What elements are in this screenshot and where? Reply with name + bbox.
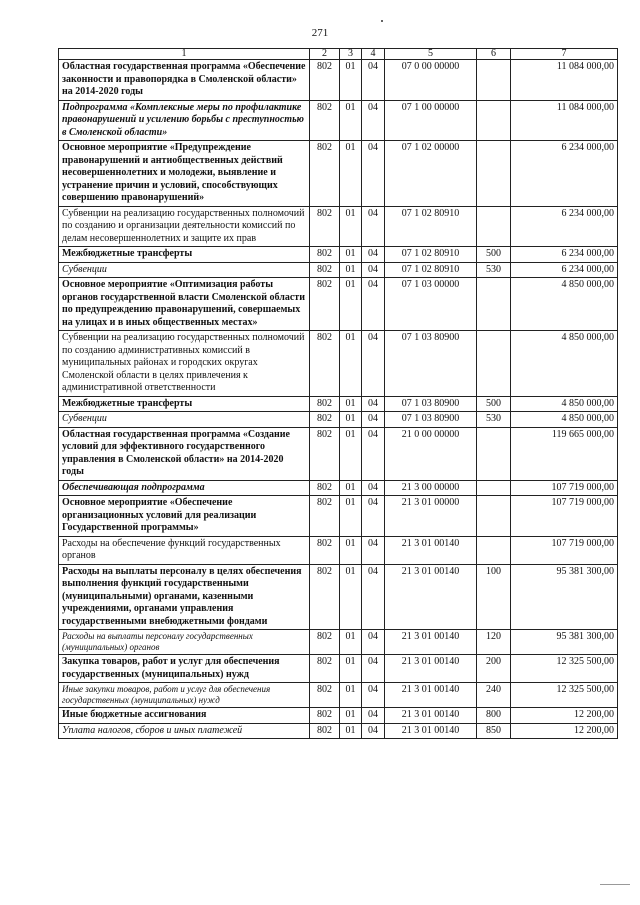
cell-code-3: 01 xyxy=(340,655,362,683)
cell-code-3: 01 xyxy=(340,60,362,101)
cell-code-3: 01 xyxy=(340,708,362,724)
cell-code-4: 04 xyxy=(362,247,385,263)
row-name: Областная государственная программа «Обеспечение законности и правопорядка в Смоленской области» на 2014-2020 годы xyxy=(59,60,310,101)
table-row xyxy=(59,427,618,480)
cell-code-4: 04 xyxy=(362,683,385,708)
cell-code-4: 04 xyxy=(362,564,385,630)
cell-code-3: 01 xyxy=(340,723,362,739)
row-name: Подпрограмма «Комплексные меры по профилактике правонарушений и усилению борьбы с преступностью в Смоленской области» xyxy=(59,100,310,141)
cell-code-5: 07 1 02 80910 xyxy=(385,247,477,263)
cell-code-4: 04 xyxy=(362,206,385,247)
cell-code-6 xyxy=(477,60,511,101)
cell-code-2: 802 xyxy=(310,247,340,263)
table-header-row xyxy=(59,49,618,60)
cell-code-5: 07 0 00 00000 xyxy=(385,60,477,101)
cell-amount: 12 325 500,00 xyxy=(511,655,618,683)
cell-amount: 6 234 000,00 xyxy=(511,206,618,247)
row-name: Межбюджетные трансферты xyxy=(59,247,310,263)
row-name: Областная государственная программа «Создание условий для эффективного государственного управления в Смоленской области» на 2014-2020 годы xyxy=(59,427,310,480)
table-row xyxy=(59,496,618,537)
cell-code-5: 07 1 03 00000 xyxy=(385,278,477,331)
cell-code-6: 800 xyxy=(477,708,511,724)
cell-code-3: 01 xyxy=(340,141,362,207)
cell-code-3: 01 xyxy=(340,480,362,496)
cell-code-6 xyxy=(477,331,511,397)
cell-code-6: 530 xyxy=(477,412,511,428)
row-name: Субвенции на реализацию государственных полномочий по созданию и организации деятельности комиссий по делам несовершеннолетних и защите их прав xyxy=(59,206,310,247)
row-name: Основное мероприятие «Предупреждение правонарушений и антиобщественных действий несовершеннолетних и молодежи, выявление и устранение причин и условий, способствующих совершению правонарушений» xyxy=(59,141,310,207)
cell-amount: 11 084 000,00 xyxy=(511,100,618,141)
row-name: Субвенции на реализацию государственных полномочий по созданию административных комиссий в муниципальных районах и городских округах Смоленской области в целях привлечения к административной ответственности xyxy=(59,331,310,397)
cell-code-6: 500 xyxy=(477,396,511,412)
cell-amount: 4 850 000,00 xyxy=(511,396,618,412)
row-name: Основное мероприятие «Обеспечение организационных условий для реализации Государственной программы» xyxy=(59,496,310,537)
column-header: 1 xyxy=(59,49,310,60)
cell-code-2: 802 xyxy=(310,480,340,496)
cell-code-3: 01 xyxy=(340,396,362,412)
cell-code-4: 04 xyxy=(362,100,385,141)
cell-code-6: 240 xyxy=(477,683,511,708)
column-header: 6 xyxy=(477,49,511,60)
cell-code-5: 21 3 01 00140 xyxy=(385,683,477,708)
cell-code-4: 04 xyxy=(362,412,385,428)
cell-code-2: 802 xyxy=(310,564,340,630)
cell-code-6: 200 xyxy=(477,655,511,683)
cell-code-4: 04 xyxy=(362,655,385,683)
row-name: Закупка товаров, работ и услуг для обеспечения государственных (муниципальных) нужд xyxy=(59,655,310,683)
table-row xyxy=(59,331,618,397)
column-header: 4 xyxy=(362,49,385,60)
cell-code-5: 07 1 03 80900 xyxy=(385,331,477,397)
cell-amount: 107 719 000,00 xyxy=(511,496,618,537)
cell-code-3: 01 xyxy=(340,412,362,428)
cell-code-3: 01 xyxy=(340,247,362,263)
cell-code-6 xyxy=(477,141,511,207)
cell-code-4: 04 xyxy=(362,427,385,480)
column-header: 2 xyxy=(310,49,340,60)
row-name: Расходы на обеспечение функций государственных органов xyxy=(59,536,310,564)
table-row xyxy=(59,564,618,630)
cell-code-5: 07 1 03 80900 xyxy=(385,412,477,428)
column-header: 5 xyxy=(385,49,477,60)
cell-code-4: 04 xyxy=(362,630,385,655)
cell-amount: 12 325 500,00 xyxy=(511,683,618,708)
table-row xyxy=(59,100,618,141)
row-name: Уплата налогов, сборов и иных платежей xyxy=(59,723,310,739)
cell-code-4: 04 xyxy=(362,141,385,207)
row-name: Иные закупки товаров, работ и услуг для обеспечения государственных (муниципальных) нужд xyxy=(59,683,310,708)
cell-code-3: 01 xyxy=(340,206,362,247)
row-name: Расходы на выплаты персоналу государственных (муниципальных) органов xyxy=(59,630,310,655)
cell-code-5: 21 3 00 00000 xyxy=(385,480,477,496)
row-name: Иные бюджетные ассигнования xyxy=(59,708,310,724)
cell-code-6 xyxy=(477,278,511,331)
cell-code-3: 01 xyxy=(340,427,362,480)
cell-code-5: 21 3 01 00140 xyxy=(385,655,477,683)
table-row xyxy=(59,278,618,331)
table-row xyxy=(59,262,618,278)
column-header: 7 xyxy=(511,49,618,60)
row-name: Основное мероприятие «Оптимизация работы органов государственной власти Смоленской области по предупреждению правонарушений, совершаемых на улицах и в иных общественных местах» xyxy=(59,278,310,331)
cell-code-4: 04 xyxy=(362,396,385,412)
column-header: 3 xyxy=(340,49,362,60)
cell-code-3: 01 xyxy=(340,262,362,278)
table-row xyxy=(59,536,618,564)
cell-code-2: 802 xyxy=(310,683,340,708)
cell-code-3: 01 xyxy=(340,564,362,630)
cell-code-5: 07 1 03 80900 xyxy=(385,396,477,412)
cell-code-2: 802 xyxy=(310,412,340,428)
cell-amount: 12 200,00 xyxy=(511,708,618,724)
cell-amount: 107 719 000,00 xyxy=(511,536,618,564)
cell-code-3: 01 xyxy=(340,496,362,537)
table-row xyxy=(59,60,618,101)
cell-amount: 6 234 000,00 xyxy=(511,247,618,263)
cell-code-6: 500 xyxy=(477,247,511,263)
cell-code-6 xyxy=(477,496,511,537)
cell-code-4: 04 xyxy=(362,480,385,496)
cell-amount: 4 850 000,00 xyxy=(511,412,618,428)
cell-code-2: 802 xyxy=(310,496,340,537)
cell-code-2: 802 xyxy=(310,427,340,480)
cell-code-5: 07 1 02 00000 xyxy=(385,141,477,207)
cell-code-6: 850 xyxy=(477,723,511,739)
cell-code-5: 21 3 01 00140 xyxy=(385,630,477,655)
cell-amount: 4 850 000,00 xyxy=(511,278,618,331)
cell-code-2: 802 xyxy=(310,262,340,278)
cell-code-3: 01 xyxy=(340,100,362,141)
cell-code-4: 04 xyxy=(362,60,385,101)
cell-code-3: 01 xyxy=(340,331,362,397)
scan-dot xyxy=(381,20,383,22)
cell-code-5: 21 3 01 00140 xyxy=(385,564,477,630)
table-row xyxy=(59,412,618,428)
table-row xyxy=(59,630,618,655)
cell-code-4: 04 xyxy=(362,278,385,331)
row-name: Субвенции xyxy=(59,412,310,428)
cell-amount: 95 381 300,00 xyxy=(511,564,618,630)
table-row xyxy=(59,708,618,724)
table-row xyxy=(59,396,618,412)
cell-code-5: 21 0 00 00000 xyxy=(385,427,477,480)
table-row xyxy=(59,206,618,247)
table-row xyxy=(59,683,618,708)
cell-code-5: 07 1 02 80910 xyxy=(385,262,477,278)
cell-amount: 6 234 000,00 xyxy=(511,141,618,207)
cell-code-5: 07 1 02 80910 xyxy=(385,206,477,247)
table-row xyxy=(59,655,618,683)
row-name: Обеспечивающая подпрограмма xyxy=(59,480,310,496)
cell-code-2: 802 xyxy=(310,536,340,564)
row-name: Субвенции xyxy=(59,262,310,278)
cell-code-4: 04 xyxy=(362,723,385,739)
cell-code-4: 04 xyxy=(362,496,385,537)
cell-code-5: 07 1 00 00000 xyxy=(385,100,477,141)
cell-amount: 95 381 300,00 xyxy=(511,630,618,655)
table-body xyxy=(59,60,618,739)
cell-code-3: 01 xyxy=(340,683,362,708)
cell-code-3: 01 xyxy=(340,630,362,655)
table-row xyxy=(59,480,618,496)
cell-code-2: 802 xyxy=(310,708,340,724)
cell-code-2: 802 xyxy=(310,141,340,207)
cell-code-2: 802 xyxy=(310,331,340,397)
cell-code-5: 21 3 01 00000 xyxy=(385,496,477,537)
cell-code-4: 04 xyxy=(362,536,385,564)
cell-code-6 xyxy=(477,206,511,247)
row-name: Расходы на выплаты персоналу в целях обеспечения выполнения функций государственными (муниципальными) органами, казенными учреждениями, органами управления государственными внебюджетными фондами xyxy=(59,564,310,630)
cell-code-5: 21 3 01 00140 xyxy=(385,536,477,564)
row-name: Межбюджетные трансферты xyxy=(59,396,310,412)
cell-code-5: 21 3 01 00140 xyxy=(385,723,477,739)
cell-code-2: 802 xyxy=(310,60,340,101)
budget-table xyxy=(58,48,618,739)
cell-amount: 11 084 000,00 xyxy=(511,60,618,101)
cell-amount: 12 200,00 xyxy=(511,723,618,739)
cell-code-3: 01 xyxy=(340,536,362,564)
cell-code-6: 100 xyxy=(477,564,511,630)
page-number: 271 xyxy=(311,27,329,39)
cell-code-6 xyxy=(477,536,511,564)
scan-edge-mark xyxy=(600,884,630,885)
cell-code-6 xyxy=(477,480,511,496)
cell-code-2: 802 xyxy=(310,655,340,683)
cell-code-3: 01 xyxy=(340,278,362,331)
cell-code-4: 04 xyxy=(362,262,385,278)
cell-code-2: 802 xyxy=(310,723,340,739)
cell-code-6 xyxy=(477,100,511,141)
cell-amount: 6 234 000,00 xyxy=(511,262,618,278)
table-row xyxy=(59,723,618,739)
cell-amount: 4 850 000,00 xyxy=(511,331,618,397)
cell-code-6: 120 xyxy=(477,630,511,655)
cell-code-6 xyxy=(477,427,511,480)
cell-code-2: 802 xyxy=(310,100,340,141)
table-row xyxy=(59,247,618,263)
cell-code-2: 802 xyxy=(310,630,340,655)
cell-code-2: 802 xyxy=(310,396,340,412)
cell-code-2: 802 xyxy=(310,206,340,247)
cell-code-4: 04 xyxy=(362,331,385,397)
cell-amount: 119 665 000,00 xyxy=(511,427,618,480)
cell-code-4: 04 xyxy=(362,708,385,724)
cell-code-5: 21 3 01 00140 xyxy=(385,708,477,724)
table-row xyxy=(59,141,618,207)
cell-code-2: 802 xyxy=(310,278,340,331)
cell-code-6: 530 xyxy=(477,262,511,278)
cell-amount: 107 719 000,00 xyxy=(511,480,618,496)
